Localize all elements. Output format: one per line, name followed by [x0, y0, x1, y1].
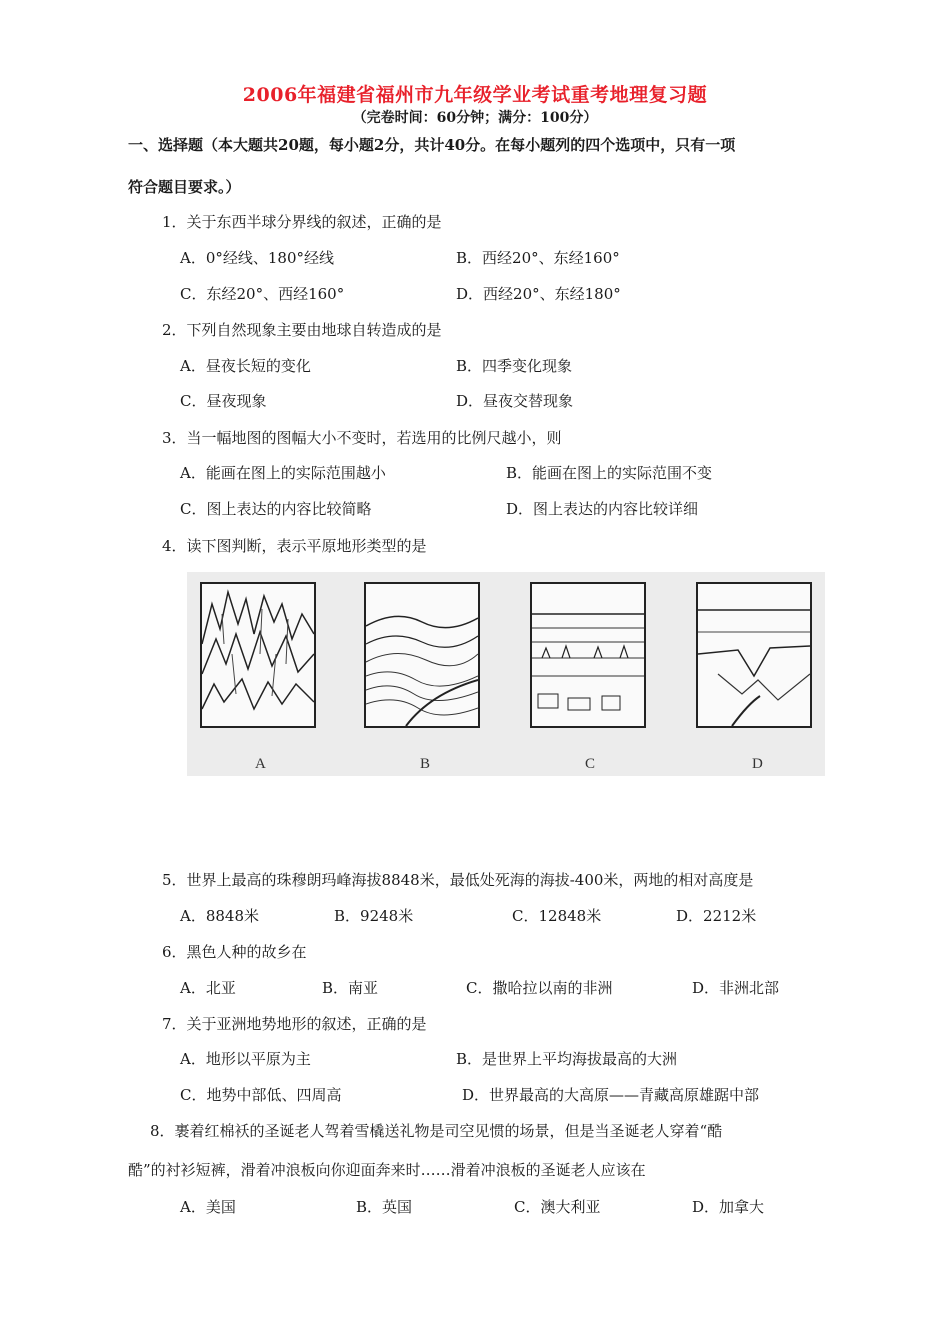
q3-option-b: B．能画在图上的实际范围不变: [506, 464, 713, 482]
question-5: 5．世界上最高的珠穆朗玛峰海拔8848米，最低处死海的海拔-400米，两地的相对高度是: [162, 871, 754, 889]
q2-option-a: A．昼夜长短的变化: [180, 357, 311, 375]
figure-label-c: C: [585, 756, 596, 772]
q3-option-d: D．图上表达的内容比较详细: [506, 500, 699, 518]
mountain-sketch-icon: [202, 584, 314, 726]
question-6: 6．黑色人种的故乡在: [162, 943, 307, 961]
question-3: 3．当一幅地图的图幅大小不变时，若选用的比例尺越小，则: [162, 429, 562, 447]
section-heading-cont: 符合题目要求。）: [128, 178, 241, 196]
q6-option-a: A．北亚: [180, 979, 236, 997]
question-2: 2．下列自然现象主要由地球自转造成的是: [162, 321, 442, 339]
q5-option-d: D．2212米: [676, 907, 757, 925]
section-heading: 一、选择题（本大题共20题，每小题2分，共计40分。在每小题列的四个选项中，只有一项: [128, 136, 736, 154]
q6-option-b: B．南亚: [322, 979, 379, 997]
question-4: 4．读下图判断，表示平原地形类型的是: [162, 537, 427, 555]
landform-panel-a: [200, 582, 316, 728]
figure-label-b: B: [420, 756, 431, 772]
plateau-sketch-icon: [698, 584, 810, 726]
q2-option-c: C．昼夜现象: [180, 392, 267, 410]
q6-option-d: D．非洲北部: [692, 979, 780, 997]
landform-panel-b: [364, 582, 480, 728]
question-7: 7．关于亚洲地势地形的叙述，正确的是: [162, 1015, 427, 1033]
q7-option-a: A．地形以平原为主: [180, 1050, 311, 1068]
figure-label-d: D: [752, 756, 763, 772]
q1-option-b: B．西经20°、东经160°: [456, 249, 620, 267]
hills-sketch-icon: [366, 584, 478, 726]
q1-option-c: C．东经20°、西经160°: [180, 285, 345, 303]
q7-option-d: D．世界最高的大高原——青藏高原雄踞中部: [462, 1086, 760, 1104]
figure-label-a: A: [255, 756, 266, 772]
landform-figure: [187, 572, 825, 776]
exam-info: （完卷时间：60分钟；满分：100分）: [352, 110, 598, 126]
q5-option-c: C．12848米: [512, 907, 602, 925]
question-8-cont: 酷”的衬衫短裤，滑着冲浪板向你迎面奔来时……滑着冲浪板的圣诞老人应该在: [128, 1161, 646, 1179]
q2-option-b: B．四季变化现象: [456, 357, 573, 375]
q8-option-c: C．澳大利亚: [514, 1198, 601, 1216]
q3-option-a: A．能画在图上的实际范围越小: [180, 464, 386, 482]
question-1: 1．关于东西半球分界线的叙述，正确的是: [162, 213, 442, 231]
q8-option-b: B．英国: [356, 1198, 413, 1216]
q2-option-d: D．昼夜交替现象: [456, 392, 574, 410]
q1-option-a: A．0°经线、180°经线: [180, 249, 335, 267]
landform-panel-d: [696, 582, 812, 728]
q7-option-c: C．地势中部低、四周高: [180, 1086, 342, 1104]
page-title: 2006年福建省福州市九年级学业考试重考地理复习题: [242, 84, 708, 106]
landform-panel-c: [530, 582, 646, 728]
q8-option-a: A．美国: [180, 1198, 236, 1216]
q1-option-d: D．西经20°、东经180°: [456, 285, 621, 303]
question-8: 8．裹着红棉袄的圣诞老人驾着雪橇送礼物是司空见惯的场景，但是当圣诞老人穿着“酷: [150, 1122, 723, 1140]
q8-option-d: D．加拿大: [692, 1198, 765, 1216]
q5-option-b: B．9248米: [334, 907, 414, 925]
q5-option-a: A．8848米: [180, 907, 260, 925]
q6-option-c: C．撒哈拉以南的非洲: [466, 979, 613, 997]
q7-option-b: B．是世界上平均海拔最高的大洲: [456, 1050, 678, 1068]
q3-option-c: C．图上表达的内容比较简略: [180, 500, 372, 518]
plain-sketch-icon: [532, 584, 644, 726]
